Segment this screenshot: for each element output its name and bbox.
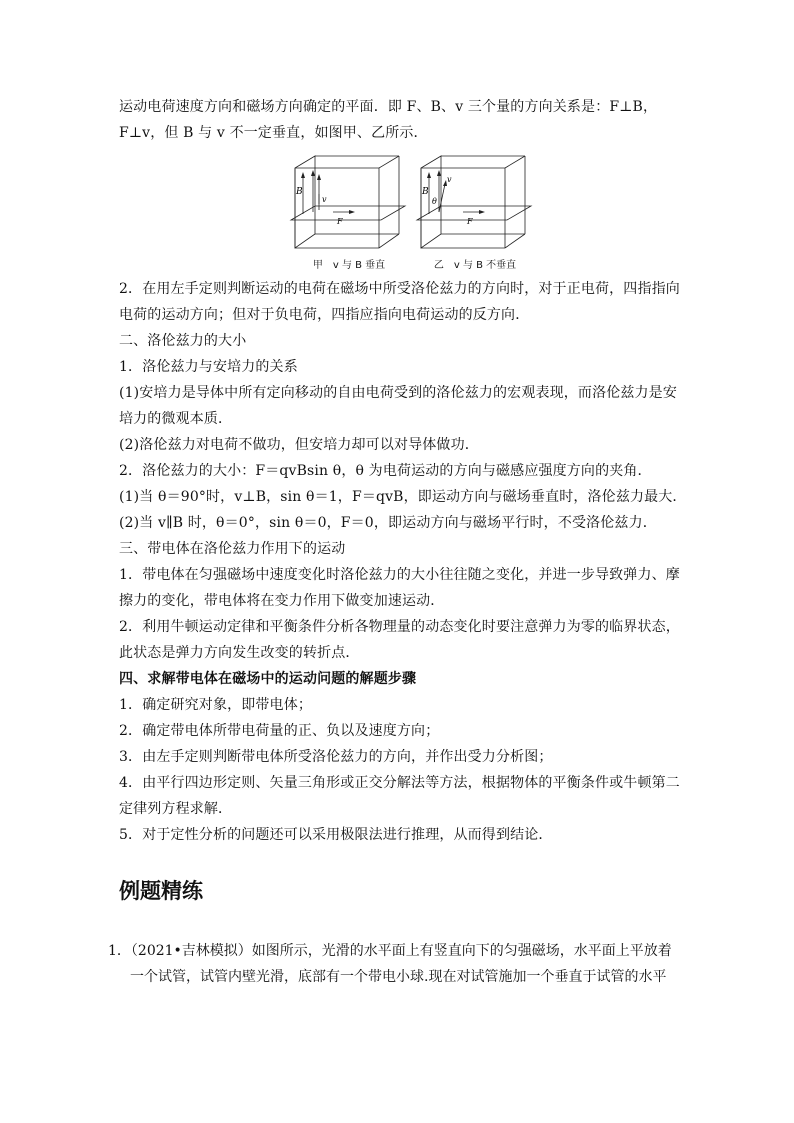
text-line: (2)当 v∥B 时，θ＝0°，sin θ＝0，F＝0，即运动方向与磁场平行时，不受洛伦兹力． bbox=[119, 515, 657, 531]
subheading: 二、洛伦兹力的大小 bbox=[119, 333, 247, 349]
label-F: F bbox=[337, 217, 343, 226]
question-line: 1．（2021•吉林模拟）如图所示，光滑的水平面上有竖直向下的匀强磁场，水平面上平放着 bbox=[108, 943, 672, 959]
question-1 bbox=[108, 938, 679, 990]
text-line: 1．确定研究对象，即带电体； bbox=[119, 697, 313, 713]
text-line: 1．洛伦兹力与安培力的关系 bbox=[119, 359, 298, 375]
label-theta: θ bbox=[432, 197, 437, 206]
label-v: v bbox=[447, 175, 452, 184]
figure-left bbox=[289, 154, 409, 271]
text-line: 2．在用左手定则判断运动的电荷在磁场中所受洛伦兹力的方向时，对于正电荷，四指指向 bbox=[119, 281, 680, 297]
figure-right bbox=[415, 154, 535, 271]
body-text bbox=[119, 276, 687, 848]
text-line: 电荷的运动方向；但对于负电荷，四指应指向电荷运动的反方向． bbox=[119, 307, 530, 323]
text-line: (1)安培力是导体中所有定向移动的自由电荷受到的洛伦兹力的宏观表现，而洛伦兹力是安 bbox=[119, 385, 677, 401]
section-title: 例题精练 bbox=[119, 879, 203, 903]
figure-left-caption: 甲 v 与 B 垂直 bbox=[312, 260, 386, 271]
figure-left-labels bbox=[289, 154, 409, 226]
question-line: 一个试管，试管内壁光滑，底部有一个带电小球.现在对试管施加一个垂直于试管的水平 bbox=[130, 969, 667, 985]
text-line: 运动电荷速度方向和磁场方向确定的平面．即 F、B、v 三个量的方向关系是：F⊥B， bbox=[119, 99, 658, 115]
figure-row bbox=[119, 150, 679, 270]
label-B: B bbox=[296, 187, 303, 197]
subheading-bold: 四、求解带电体在磁场中的运动问题的解题步骤 bbox=[119, 671, 417, 687]
figure-right-caption: 乙 v 与 B 不垂直 bbox=[433, 260, 517, 271]
figure-left-diagram bbox=[289, 154, 409, 254]
text-line: (2)洛伦兹力对电荷不做功，但安培力却可以对导体做功． bbox=[119, 437, 479, 453]
text-line: F⊥v，但 B 与 v 不一定垂直，如图甲、乙所示． bbox=[119, 125, 428, 141]
text-line: (1)当 θ＝90°时，v⊥B，sin θ＝1，F＝qvB，即运动方向与磁场垂直时，洛伦兹力最大． bbox=[119, 489, 687, 505]
label-F: F bbox=[467, 217, 473, 226]
text-line: 4．由平行四边形定则、矢量三角形或正交分解法等方法，根据物体的平衡条件或牛顿第二 bbox=[119, 775, 680, 791]
text-line: 定律列方程求解． bbox=[119, 801, 233, 817]
document-page bbox=[108, 94, 687, 990]
label-B: B bbox=[422, 187, 429, 197]
text-line: 擦力的变化，带电体将在变力作用下做变加速运动． bbox=[119, 593, 445, 609]
text-line: 此状态是弹力方向发生改变的转折点． bbox=[119, 645, 360, 661]
text-line: 2．确定带电体所带电荷量的正、负以及速度方向； bbox=[119, 723, 440, 739]
text-line: 3．由左手定则判断带电体所受洛伦兹力的方向，并作出受力分析图； bbox=[119, 749, 553, 765]
label-v: v bbox=[322, 195, 327, 204]
text-line: 5．对于定性分析的问题还可以采用极限法进行推理，从而得到结论． bbox=[119, 827, 553, 843]
text-line: 2．洛伦兹力的大小：F＝qvBsin θ，θ 为电荷运动的方向与磁感应强度方向的夹角． bbox=[119, 463, 652, 479]
figure-right-labels bbox=[415, 154, 535, 226]
text-line: 1．带电体在匀强磁场中速度变化时洛伦兹力的大小往往随之变化，并进一步导致弹力、摩 bbox=[119, 567, 680, 583]
subheading: 三、带电体在洛伦兹力作用下的运动 bbox=[119, 541, 346, 557]
text-line: 培力的微观本质． bbox=[119, 411, 233, 427]
text-line: 2．利用牛顿运动定律和平衡条件分析各物理量的动态变化时要注意弹力为零的临界状态， bbox=[119, 619, 680, 635]
